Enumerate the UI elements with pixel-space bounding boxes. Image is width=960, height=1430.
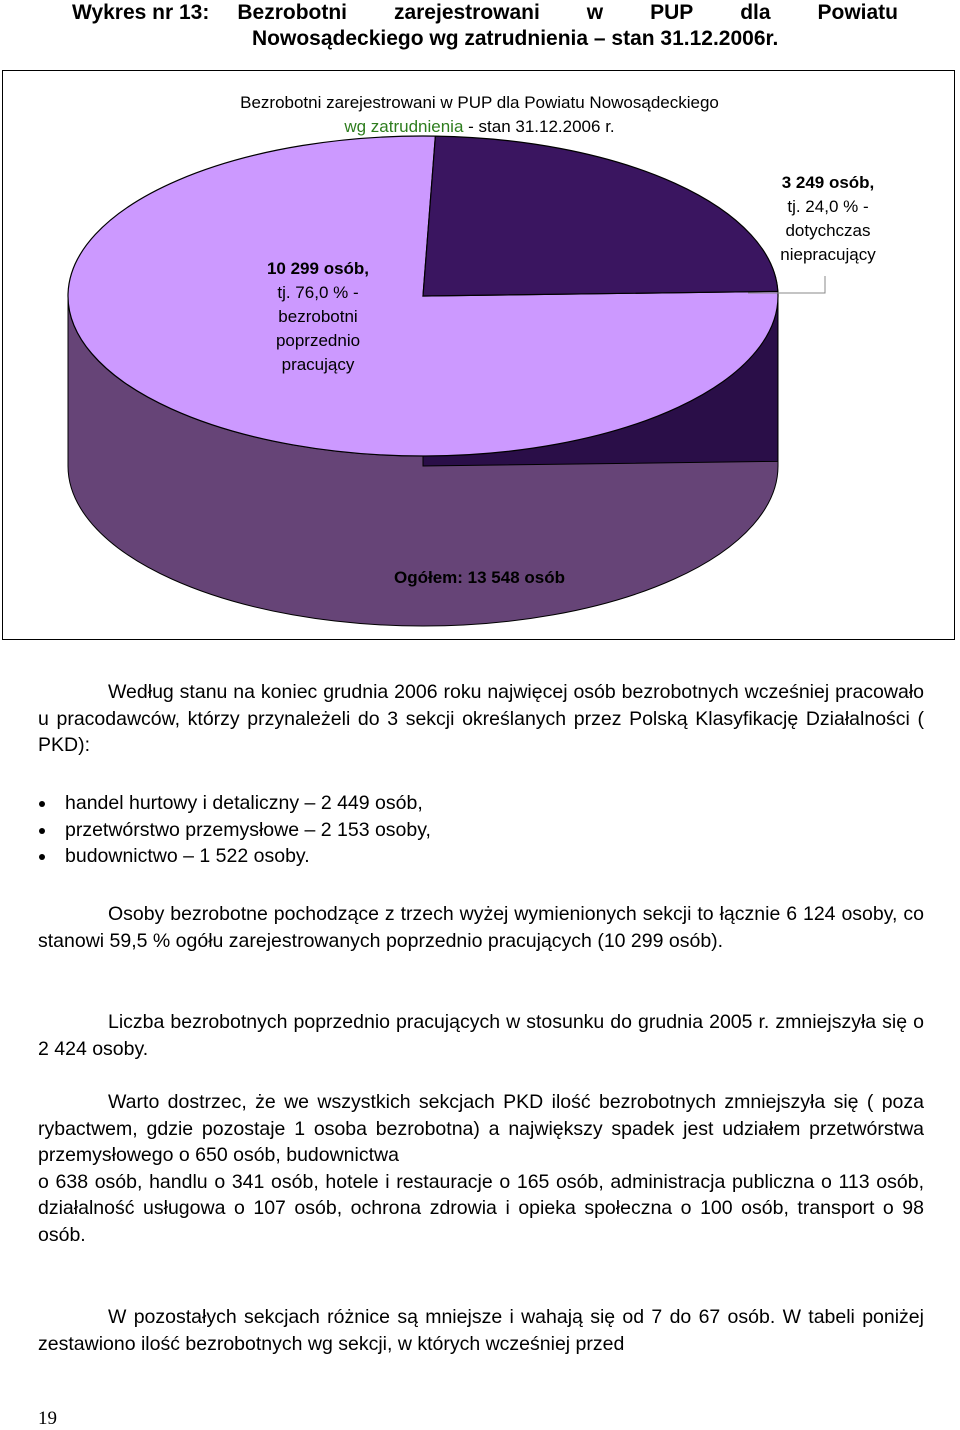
paragraph-4a-text: Warto dostrzec, że we wszystkich sekcjach PKD ilość bezrobotnych zmniejszyła się ( poza rybactwem, gdzie pozostaje 1 osoba bezrobotna) a największy spadek jest udziałem przetwórstwa przemysłowego o 650 osób, budownictwa bbox=[38, 1091, 924, 1166]
slice-label-line: bezrobotni bbox=[278, 307, 358, 326]
caption-label: Wykres nr 13: bbox=[72, 1, 210, 24]
caption-word: dla bbox=[740, 1, 771, 24]
pie-chart bbox=[2, 70, 955, 640]
paragraph-2-block bbox=[38, 901, 924, 954]
paragraph-4b-text: o 638 osób, handlu o 341 osób, hotele i restauracje o 165 osób, administracja publiczna o 113 osób, działalność usługowa o 107 osób, ochrona zdrowia i opieka społeczna o 100 osób, transport o 98 osób. bbox=[38, 1170, 924, 1246]
slice-label-line: 10 299 osób, bbox=[266, 259, 370, 278]
figure-caption bbox=[72, 0, 898, 52]
paragraph-5-block bbox=[38, 1304, 924, 1357]
bullet-item: przetwórstwo przemysłowe – 2 153 osoby, bbox=[38, 817, 924, 844]
caption-line2: Nowosądeckiego wg zatrudnienia – stan 31.12.2006r. bbox=[252, 27, 779, 50]
bullet-list bbox=[38, 790, 924, 870]
paragraph-4-block bbox=[38, 1089, 924, 1248]
bullet-item: budownictwo – 1 522 osoby. bbox=[38, 843, 924, 870]
caption-word: PUP bbox=[650, 1, 694, 24]
slice-label-line: tj. 76,0 % - bbox=[277, 283, 359, 302]
slice-label-never-employed bbox=[758, 171, 898, 267]
caption-word: Powiatu bbox=[817, 1, 898, 24]
slice-top-never-employed bbox=[423, 136, 778, 296]
paragraph-1 bbox=[38, 679, 924, 759]
slice-label-line: tj. 24,0 % - bbox=[787, 197, 869, 216]
paragraph-3 bbox=[38, 1009, 924, 1062]
pie-chart-svg bbox=[3, 71, 956, 641]
chart-total-label: Ogółem: 13 548 osób bbox=[394, 568, 565, 587]
slice-label-line: poprzednio bbox=[275, 331, 361, 350]
caption-word: w bbox=[586, 1, 604, 24]
chart-title-line1: Bezrobotni zarejestrowani w PUP dla Powiatu Nowosądeckiego bbox=[240, 93, 719, 112]
paragraph-4a bbox=[38, 1089, 924, 1169]
paragraph-3-text: Liczba bezrobotnych poprzednio pracujących w stosunku do grudnia 2005 r. zmniejszyła się o 2 424 osoby. bbox=[38, 1011, 924, 1060]
slice-label-line: niepracujący bbox=[780, 245, 876, 264]
paragraph-2-text: Osoby bezrobotne pochodzące z trzech wyżej wymienionych sekcji to łącznie 6 124 osoby, co stanowi 59,5 % ogółu zarejestrowanych poprzednio pracujących (10 299 osób). bbox=[38, 903, 924, 952]
caption-word: Bezrobotni bbox=[237, 1, 348, 24]
paragraph-5 bbox=[38, 1304, 924, 1357]
caption-line1 bbox=[237, 0, 898, 26]
paragraph-5-text: W pozostałych sekcjach różnice są mniejsze i wahają się od 7 do 67 osób. W tabeli poniżej zestawiono ilość bezrobotnych wg sekcji, w których wcześniej przed bbox=[38, 1306, 924, 1355]
paragraph-1-text: Według stanu na koniec grudnia 2006 roku najwięcej osób bezrobotnych wcześniej pracowało u pracodawców, którzy przynależeli do 3 sekcji określanych przez Polską Klasyfikację Działalności ( PKD): bbox=[38, 681, 924, 756]
caption-word: zarejestrowani bbox=[393, 1, 540, 24]
paragraph-4b bbox=[38, 1169, 924, 1249]
page-number: 19 bbox=[38, 1408, 57, 1429]
slice-label-employed bbox=[248, 257, 388, 377]
chart-title-rest: - stan 31.12.2006 r. bbox=[463, 117, 615, 136]
paragraph-pkd-intro bbox=[38, 679, 924, 759]
slice-label-line: pracujący bbox=[281, 355, 355, 374]
paragraph-3-block bbox=[38, 1009, 924, 1062]
bullet-item: handel hurtowy i detaliczny – 2 449 osób, bbox=[38, 790, 924, 817]
slice-label-line: 3 249 osób, bbox=[781, 173, 875, 192]
chart-title-green: wg zatrudnienia bbox=[344, 117, 464, 136]
paragraph-2 bbox=[38, 901, 924, 954]
slice-label-line: dotychczas bbox=[785, 221, 871, 240]
